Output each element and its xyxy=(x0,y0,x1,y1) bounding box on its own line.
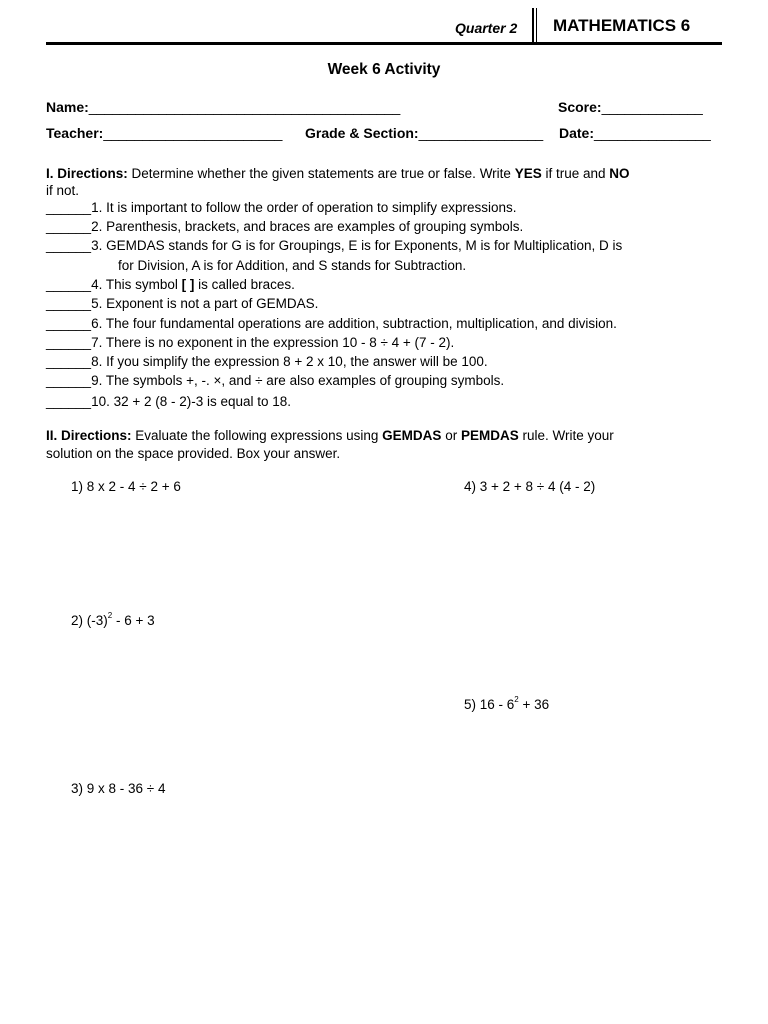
name-label: Name: xyxy=(46,99,89,115)
problem-2 xyxy=(71,613,155,628)
date-label: Date: xyxy=(559,125,595,141)
tf-item-text: 5. Exponent is not a part of GEMDAS. xyxy=(91,296,319,311)
section1-directions xyxy=(46,166,630,181)
name-field xyxy=(46,99,400,115)
tf-item-6 xyxy=(46,316,617,331)
answer-blank[interactable]: ______ xyxy=(46,200,92,215)
yes-keyword: YES xyxy=(514,166,542,181)
answer-blank[interactable]: ______ xyxy=(46,296,92,311)
tf-item-7 xyxy=(46,335,454,350)
header-rule xyxy=(46,42,722,45)
section2-or: or xyxy=(441,428,461,443)
tf-item-3-continued: for Division, A is for Addition, and S stands for Subtraction. xyxy=(118,258,467,273)
tf-item-4 xyxy=(46,277,295,292)
teacher-label: Teacher: xyxy=(46,125,104,141)
answer-blank[interactable]: ______ xyxy=(46,238,92,253)
tf-item-10 xyxy=(46,394,291,409)
score-field xyxy=(558,99,703,115)
tf-item-text: 4. This symbol xyxy=(91,277,182,292)
tf-item-text: 10. 32 + 2 (8 - 2)-3 is equal to 18. xyxy=(91,394,292,409)
tf-item-text: 1. It is important to follow the order of operation to simplify expressions. xyxy=(91,200,517,215)
answer-blank[interactable]: ______ xyxy=(46,335,92,350)
section1-heading: I. Directions: xyxy=(46,166,128,181)
grade-section-field xyxy=(305,125,543,141)
problem-5-base: 5) 16 - 6 xyxy=(464,697,515,712)
tf-item-5 xyxy=(46,296,318,311)
date-field xyxy=(559,125,711,141)
exponent: 2 xyxy=(107,611,113,620)
tf-item-text: 8. If you simplify the expression 8 + 2 x 10, the answer will be 100. xyxy=(91,354,488,369)
problem-2-base: 2) (-3) xyxy=(71,613,108,628)
answer-blank[interactable]: ______ xyxy=(46,316,92,331)
score-blank[interactable]: _____________ xyxy=(601,99,703,115)
problem-5 xyxy=(464,697,549,712)
problem-5-rest: + 36 xyxy=(518,697,550,712)
pemdas-keyword: PEMDAS xyxy=(460,428,519,443)
teacher-blank[interactable]: _______________________ xyxy=(103,125,283,141)
tf-item-text: 9. The symbols +, -. ×, and ÷ are also examples of grouping symbols. xyxy=(91,373,505,388)
quarter-label: Quarter 2 xyxy=(455,20,518,36)
grade-blank[interactable]: ________________ xyxy=(418,125,544,141)
tf-item-text: 2. Parenthesis, brackets, and braces are examples of grouping symbols. xyxy=(91,219,524,234)
problem-4: 4) 3 + 2 + 8 ÷ 4 (4 - 2) xyxy=(464,479,596,494)
teacher-field xyxy=(46,125,282,141)
tf-item-9 xyxy=(46,373,504,388)
section2-directions xyxy=(46,428,614,443)
problem-2-rest: - 6 + 3 xyxy=(112,613,155,628)
section1-dir-c: if not. xyxy=(46,183,80,198)
header-divider xyxy=(532,8,534,42)
gemdas-keyword: GEMDAS xyxy=(382,428,442,443)
section2-heading: II. Directions: xyxy=(46,428,132,443)
brackets-symbol: [ ] xyxy=(181,277,195,292)
problem-3: 3) 9 x 8 - 36 ÷ 4 xyxy=(71,781,166,796)
tf-item-text: 7. There is no exponent in the expression 10 - 8 ÷ 4 + (7 - 2). xyxy=(91,335,455,350)
tf-item-3 xyxy=(46,238,622,253)
header-divider-thin xyxy=(536,8,537,42)
subject-title: MATHEMATICS 6 xyxy=(553,16,691,35)
answer-blank[interactable]: ______ xyxy=(46,219,92,234)
answer-blank[interactable]: ______ xyxy=(46,373,92,388)
tf-item-text-rest: is called braces. xyxy=(194,277,295,292)
section1-dir-a: Determine whether the given statements are true or false. Write xyxy=(127,166,515,181)
exponent: 2 xyxy=(514,695,519,704)
section2-dir-c: solution on the space provided. Box your answer. xyxy=(46,446,341,461)
page-title: Week 6 Activity xyxy=(327,61,441,78)
score-label: Score: xyxy=(558,99,602,115)
tf-item-2 xyxy=(46,219,523,234)
name-blank[interactable]: ________________________________________ xyxy=(88,99,401,115)
section1-dir-b: if true and xyxy=(541,166,610,181)
answer-blank[interactable]: ______ xyxy=(46,354,92,369)
answer-blank[interactable]: ______ xyxy=(46,277,92,292)
tf-item-1 xyxy=(46,200,517,215)
answer-blank[interactable]: ______ xyxy=(46,394,92,409)
grade-label: Grade & Section: xyxy=(305,125,419,141)
date-blank[interactable]: _______________ xyxy=(594,125,711,141)
no-keyword: NO xyxy=(609,166,630,181)
tf-item-text: 3. GEMDAS stands for G is for Groupings, E is for Exponents, M is for Multiplication, D is xyxy=(91,238,623,253)
section2-dir-a: Evaluate the following expressions using xyxy=(131,428,383,443)
section2-dir-b: rule. Write your xyxy=(518,428,614,443)
tf-item-text: 6. The four fundamental operations are addition, subtraction, multiplication, and division. xyxy=(91,316,617,331)
tf-item-8 xyxy=(46,354,488,369)
problem-1: 1) 8 x 2 - 4 ÷ 2 + 6 xyxy=(71,479,181,494)
